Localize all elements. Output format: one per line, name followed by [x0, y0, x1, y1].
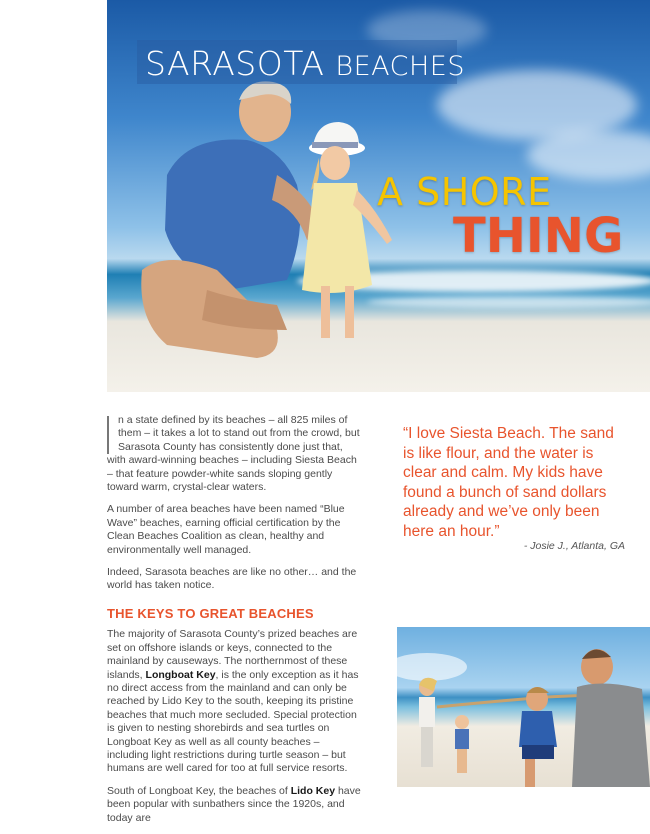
keys-p2-text-b: have been popular with sunbathers since the 1920s, and today are: [107, 784, 361, 824]
longboat-key-label: Longboat Key: [145, 668, 216, 681]
section-title-rest: BEACHES: [335, 51, 465, 82]
section-title: [145, 44, 465, 83]
quote-attribution: - Josie J., Atlanta, GA: [523, 540, 625, 552]
keys-paragraph-1: [107, 628, 361, 775]
intro-paragraph-3: Indeed, Sarasota beaches are like no other… and the world has taken notice.: [107, 566, 357, 592]
family-tug-of-war-photo: [397, 627, 650, 787]
keys-paragraph-2: [107, 785, 361, 825]
lido-key-label: Lido Key: [290, 784, 336, 797]
keys-heading: THE KEYS TO GREAT BEACHES: [107, 605, 314, 621]
pull-quote: “I love Siesta Beach. The sand is like flour, and the water is clear and calm. My kids have found a bunch of sand dollars already and we’ve only been here an hour.”: [403, 425, 614, 540]
section-title-main: SARASOTA: [145, 44, 325, 83]
headline-line2: THING: [453, 208, 624, 264]
hero-photo: [107, 0, 650, 392]
keys-p1-text-a: The majority of Sarasota County’s prized beaches are set on offshore islands or keys, connected to the mainland by causeways. The northernmost of these islands,: [107, 628, 358, 681]
keys-p2-text-a: South of Longboat Key, the beaches of: [107, 784, 291, 797]
intro-paragraph-1: [107, 414, 361, 494]
intro-paragraph-2: A number of area beaches have been named “Blue Wave” beaches, earning official certification by the Clean Beaches Coalition as clean, healthy and environmentally well managed.: [107, 503, 345, 556]
headline-line1: A SHORE: [377, 170, 552, 214]
family-figures: [397, 627, 650, 787]
article-body: [107, 414, 361, 834]
keys-p1-text-b: , is the only exception as it has no direct access from the mainland and can only be reached by Lido Key to the south, keeping its pristine beaches that much more secluded. Special protection is given to nesting shorebirds and sea turtles on Longboat Key as well as all county beaches – including light restrictions during turtle season – but humans are well cared for too at full service resorts.: [107, 668, 359, 775]
intro-text-1: n a state defined by its beaches – all 825 miles of them – it takes a lot to stand out from the crowd, but Sarasota County has consistently done just that, with award-winning beaches – including Siesta Beach – that feature powder-white sands sloping gently toward warm, crystal-clear waters.: [107, 414, 360, 494]
drop-cap: [107, 416, 112, 454]
